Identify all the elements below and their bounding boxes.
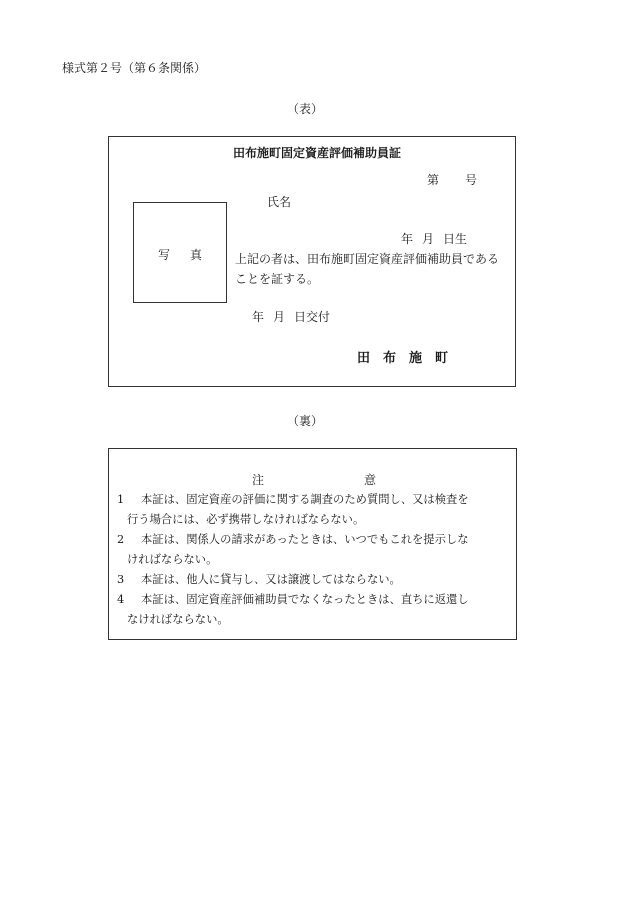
note-text: 本証は、固定資産評価補助員でなくなったときは、直ちに返還し xyxy=(141,593,469,606)
photo-char-2: 真 xyxy=(190,248,203,262)
front-caption: （表） xyxy=(287,102,324,116)
issue-month: 月 xyxy=(273,310,286,324)
photo-box xyxy=(133,202,227,303)
issuer-char-2: 布 xyxy=(383,351,397,366)
card-title: 田布施町固定資産評価補助員証 xyxy=(233,146,402,160)
issuer-char-4: 町 xyxy=(435,351,449,366)
back-caption: （裏） xyxy=(287,414,324,428)
notice-heading-right: 意 xyxy=(364,473,377,487)
note-2 xyxy=(117,531,469,547)
note-text: 本証は、固定資産の評価に関する調査のため質問し、又は検査を xyxy=(141,493,469,506)
issuer-char-1: 田 xyxy=(357,351,371,366)
birth-day: 日生 xyxy=(443,232,468,246)
photo-label xyxy=(158,246,202,263)
note-number: 4 xyxy=(117,593,125,606)
note-4-continued: なければならない。 xyxy=(127,613,229,626)
id-card-front xyxy=(108,136,516,387)
certificate-number xyxy=(427,171,477,188)
note-number: 2 xyxy=(117,533,125,546)
note-2-continued: ければならない。 xyxy=(127,553,218,566)
issue-date xyxy=(252,308,330,325)
note-1-continued: 行う場合には、必ず携帯しなければならない。 xyxy=(127,513,365,526)
issue-day: 日交付 xyxy=(294,310,331,324)
issue-year: 年 xyxy=(252,310,265,324)
id-card-back xyxy=(108,448,517,640)
notice-heading xyxy=(252,471,376,488)
certification-text-line2: ことを証する。 xyxy=(235,272,320,286)
note-number: 1 xyxy=(117,493,125,506)
note-text: 本証は、他人に貸与し、又は譲渡してはならない。 xyxy=(141,573,401,586)
certification-text-line1: 上記の者は、田布施町固定資産評価補助員である xyxy=(235,252,500,266)
photo-char-1: 写 xyxy=(158,248,171,262)
note-number: 3 xyxy=(117,573,125,586)
note-1 xyxy=(117,491,469,507)
name-label: 氏名 xyxy=(267,195,292,209)
birth-date xyxy=(401,230,467,247)
issuer-name xyxy=(357,347,448,366)
birth-month: 月 xyxy=(422,232,435,246)
note-4 xyxy=(117,591,469,607)
birth-year: 年 xyxy=(401,232,414,246)
notice-heading-left: 注 xyxy=(252,473,265,487)
note-3 xyxy=(117,571,401,587)
number-prefix: 第 xyxy=(427,173,440,187)
issuer-char-3: 施 xyxy=(409,351,423,366)
number-suffix: 号 xyxy=(465,173,478,187)
note-text: 本証は、関係人の請求があったときは、いつでもこれを提示しな xyxy=(141,533,469,546)
form-number: 様式第２号（第６条関係） xyxy=(62,61,207,75)
